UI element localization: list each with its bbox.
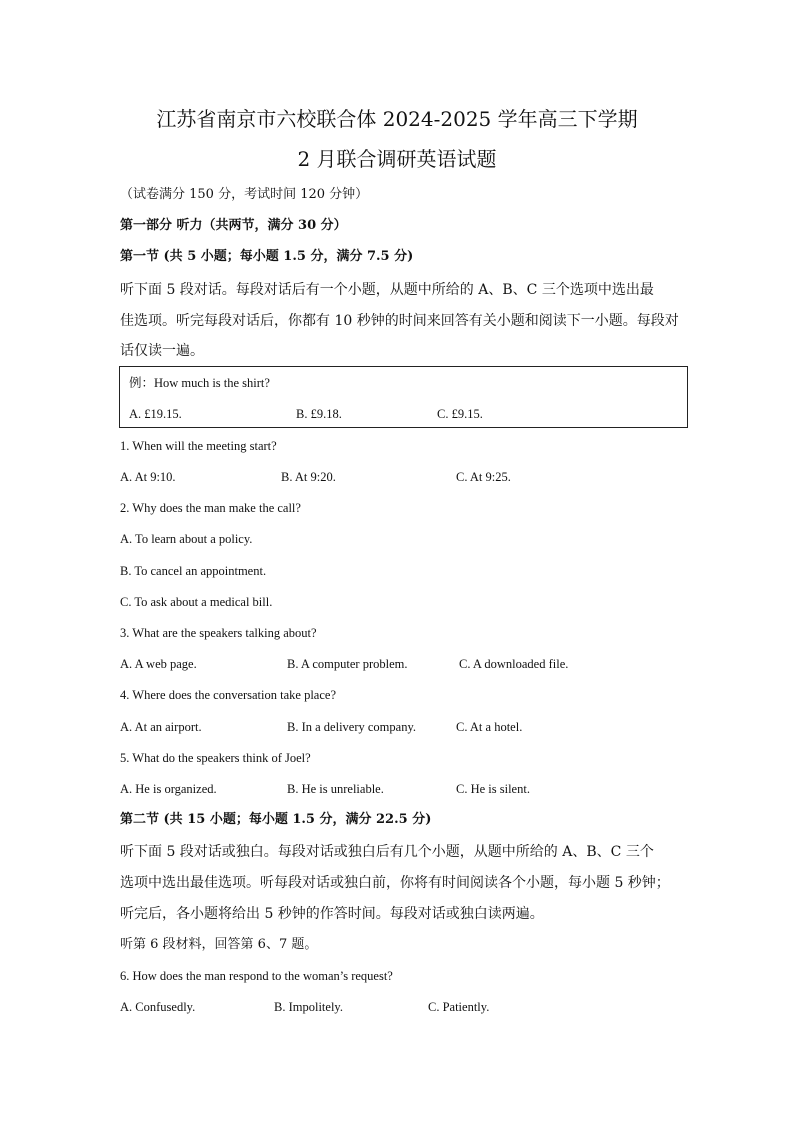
question-2-option-b: B. To cancel an appointment.	[120, 564, 267, 578]
section1-heading: 第一节 (共 5 小题；每小题 1.5 分，满分 7.5 分)	[120, 249, 414, 264]
question-1-option-a: A. At 9:10.	[120, 470, 176, 484]
example-question: 例：How much is the shirt?	[129, 376, 270, 390]
question-4-option-c: C. At a hotel.	[456, 720, 523, 734]
question-1-option-b: B. At 9:20.	[281, 470, 336, 484]
question-3-option-b: B. A computer problem.	[287, 657, 408, 671]
question-1-option-c: C. At 9:25.	[456, 470, 511, 484]
section2-instruction-line2: 选项中选出最佳选项。听每段对话或独白前，你将有时间阅读各个小题，每小题 5 秒钟；	[120, 875, 670, 891]
section2-heading: 第二节 (共 15 小题；每小题 1.5 分，满分 22.5 分)	[120, 812, 432, 827]
section1-instruction-line3: 话仅读一遍。	[120, 343, 204, 359]
question-5: 5. What do the speakers think of Joel?	[120, 751, 311, 765]
example-option-c: C. £9.15.	[437, 407, 483, 421]
question-2-option-c: C. To ask about a medical bill.	[120, 595, 273, 609]
section2-instruction-line3: 听完后，各小题将给出 5 秒钟的作答时间。每段对话或独白读两遍。	[120, 906, 544, 922]
question-3-option-c: C. A downloaded file.	[459, 657, 569, 671]
question-4-option-b: B. In a delivery company.	[287, 720, 417, 734]
question-5-option-c: C. He is silent.	[456, 782, 530, 796]
question-6-option-a: A. Confusedly.	[120, 1000, 196, 1014]
question-5-option-a: A. He is organized.	[120, 782, 217, 796]
question-2-option-a: A. To learn about a policy.	[120, 532, 253, 546]
section1-instruction-line2: 佳选项。听完每段对话后，你都有 10 秒钟的时间来回答有关小题和阅读下一小题。每段对	[120, 313, 679, 329]
question-4-option-a: A. At an airport.	[120, 720, 202, 734]
question-2: 2. Why does the man make the call?	[120, 501, 301, 515]
question-5-option-b: B. He is unreliable.	[287, 782, 384, 796]
exam-note: （试卷满分 150 分，考试时间 120 分钟）	[120, 187, 369, 202]
question-3-option-a: A. A web page.	[120, 657, 197, 671]
question-4: 4. Where does the conversation take place?	[120, 688, 336, 702]
material-6-note: 听第 6 段材料，回答第 6、7 题。	[120, 937, 318, 952]
part1-heading: 第一部分 听力（共两节，满分 30 分）	[120, 218, 347, 233]
question-6-option-c: C. Patiently.	[428, 1000, 490, 1014]
question-6: 6. How does the man respond to the woman’s request?	[120, 969, 393, 983]
question-1: 1. When will the meeting start?	[120, 439, 277, 453]
question-6-option-b: B. Impolitely.	[274, 1000, 343, 1014]
exam-title-line2: 2 月联合调研英语试题	[297, 147, 497, 171]
section1-instruction-line1: 听下面 5 段对话。每段对话后有一个小题，从题中所给的 A、B、C 三个选项中选出最	[120, 282, 654, 298]
example-option-a: A. £19.15.	[129, 407, 182, 421]
question-3: 3. What are the speakers talking about?	[120, 626, 317, 640]
section2-instruction-line1: 听下面 5 段对话或独白。每段对话或独白后有几个小题，从题中所给的 A、B、C 三个	[120, 844, 654, 860]
exam-title-line1: 江苏省南京市六校联合体 2024-2025 学年高三下学期	[156, 107, 638, 131]
example-option-b: B. £9.18.	[296, 407, 342, 421]
